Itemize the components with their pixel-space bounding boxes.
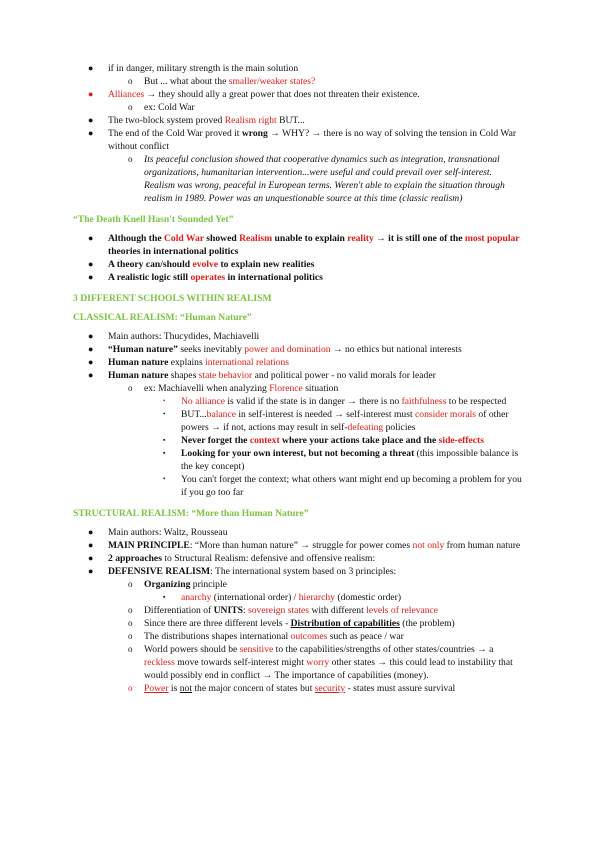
sub-bullet-distribution: o Since there are three different levels - Distribution of capabilities (the problem) xyxy=(128,618,455,629)
bullet-two-block: ● The two-block system proved Realism right BUT... xyxy=(88,115,305,126)
bullet-marker: ● xyxy=(88,566,94,576)
bullet-marker: o xyxy=(128,605,133,615)
bullet-marker: o xyxy=(128,102,133,112)
sub-bullet-power-security: o Power is not the major concern of states but security - states must assure survival xyxy=(128,683,456,694)
bullet-marker: o xyxy=(128,644,133,654)
bullet-marker: ▪ xyxy=(163,449,166,457)
bullet-marker: ● xyxy=(88,233,94,243)
bullet-marker: • xyxy=(163,397,166,405)
bullet-marker: o xyxy=(128,683,133,693)
heading-classical-realism: CLASSICAL REALISM: “Human Nature” xyxy=(73,312,252,323)
bullet-marker: o xyxy=(128,154,133,164)
bullet-marker: o xyxy=(128,579,133,589)
bullet-marker: ▪ xyxy=(163,593,166,601)
bullet-human-nature-seeks: ● “Human nature” seeks inevitably power and domination → no ethics but national interests xyxy=(88,344,462,355)
detail-no-alliance: • No alliance is valid if the state is in danger → there is no faithfulness to be respected xyxy=(163,396,507,407)
bullet-classical-authors: ● Main authors: Thucydides, Machiavelli xyxy=(88,331,260,342)
detail-balance: • BUT...balance in self-interest is needed → self-interest must consider morals of other powers → if not, actions may result in self-defeating policies xyxy=(163,409,509,433)
bullet-alliances: ● Alliances → they should ally a great power that does not threaten their existence. xyxy=(88,89,420,100)
detail-context: ▪ Never forget the context where your actions take place and the side-effects xyxy=(163,435,484,446)
bullet-marker: ● xyxy=(88,540,94,550)
bullet-structural-authors: ● Main authors: Waltz, Rousseau xyxy=(88,527,228,538)
bullet-marker: o xyxy=(128,618,133,628)
sub-bullet-weaker-states: o But ... what about the smaller/weaker states? xyxy=(128,76,316,87)
bullet-marker: ● xyxy=(88,259,94,269)
detail-forget-context: • You can't forget the context; what others want might end up becoming a problem for you if you go too far xyxy=(163,474,522,498)
bullet-marker: o xyxy=(128,631,133,641)
bullet-marker: ▪ xyxy=(163,436,166,444)
bullet-end-cold-war: ● The end of the Cold War proved it wrong → WHY? → there is no way of solving the tension in Cold War without conflict xyxy=(88,128,517,152)
bullet-military-strength: ● if in danger, military strength is the main solution xyxy=(88,63,299,74)
heading-structural-realism: STRUCTURAL REALISM: “More than Human Nature” xyxy=(73,508,309,519)
bullet-marker: ● xyxy=(88,331,94,341)
sub-bullet-machiavelli: o ex: Machiavelli when analyzing Florence situation xyxy=(128,383,339,394)
heading-death-knell: “The Death Knell Hasn't Sounded Yet” xyxy=(73,214,234,225)
bullet-marker: ● xyxy=(88,272,94,282)
sub-bullet-organizing: o Organizing principle xyxy=(128,579,227,590)
document-page xyxy=(0,62,600,695)
sub-bullet-peaceful-conclusion: o Its peaceful conclusion showed that cooperative dynamics such as integration, transnational organizations, humanitarian intervention...were useful and could prevail over self-interest. Realism was wrong, peaceful in European terms. Weren't able to explain the situation through realism in 1989. Power was an unquestionable source at this time (classic realism) xyxy=(128,154,505,204)
bullet-marker: o xyxy=(128,383,133,393)
heading-three-schools: 3 DIFFERENT SCHOOLS WITHIN REALISM xyxy=(73,293,272,304)
bullet-marker: ● xyxy=(88,128,94,138)
bullet-realistic-logic: ● A realistic logic still operates in international politics xyxy=(88,272,323,283)
sub-bullet-differentiation: o Differentiation of UNITS: sovereign states with different levels of relevance xyxy=(128,605,439,616)
bullet-defensive-realism: ● DEFENSIVE REALISM: The international system based on 3 principles: xyxy=(88,566,397,577)
bullet-marker: ● xyxy=(88,115,94,125)
bullet-marker: ● xyxy=(88,344,94,354)
bullet-human-nature-shapes: ● Human nature shapes state behavior and political power - no valid morals for leader xyxy=(88,370,436,381)
sub-bullet-world-powers: o World powers should be sensitive to the capabilities/strengths of other states/countries → a reckless move towards self-interest might worry other states → this could lead to instability that would possibly end in conflict → The importance of capabilities (money). xyxy=(128,644,513,681)
bullet-main-principle: ● MAIN PRINCIPLE: “More than human nature” → struggle for power comes not only from human nature xyxy=(88,540,521,551)
bullet-although-cold-war: ● Although the Cold War showed Realism unable to explain reality → it is still one of the most popular theories in international politics xyxy=(88,233,520,257)
bullet-marker: ● xyxy=(88,89,94,99)
bullet-theory-evolve: ● A theory can/should evolve to explain new realities xyxy=(88,259,315,270)
bullet-two-approaches: ● 2 approaches to Structural Realism: defensive and offensive realism: xyxy=(88,553,376,564)
sub-bullet-outcomes: o The distributions shapes international outcomes such as peace / war xyxy=(128,631,404,642)
bullet-marker: ● xyxy=(88,370,94,380)
bullet-marker: o xyxy=(128,76,133,86)
bullet-marker: • xyxy=(163,410,166,418)
bullet-human-nature-explains: ● Human nature explains international relations xyxy=(88,357,290,368)
bullet-marker: ● xyxy=(88,63,94,73)
detail-anarchy-hierarchy: ▪ anarchy (international order) / hierarchy (domestic order) xyxy=(163,592,402,603)
bullet-marker: • xyxy=(163,475,166,483)
bullet-marker: ● xyxy=(88,527,94,537)
detail-own-interest: ▪ Looking for your own interest, but not becoming a threat (this impossible balance is the key concept) xyxy=(163,448,519,472)
bullet-marker: ● xyxy=(88,357,94,367)
sub-bullet-cold-war: o ex: Cold War xyxy=(128,102,195,113)
bullet-marker: ● xyxy=(88,553,94,563)
